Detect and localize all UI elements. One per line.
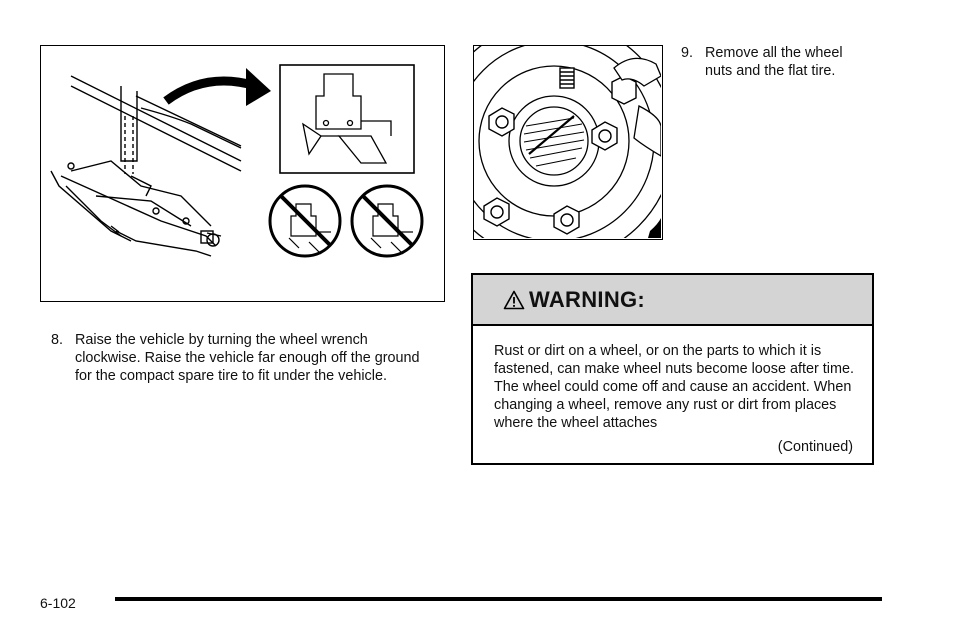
step-text: Remove all the wheel nuts and the flat tire. <box>705 45 843 79</box>
wheel-hub-drawing <box>474 46 661 238</box>
wheel-hub-illustration <box>473 45 663 240</box>
page-number: 6-102 <box>40 595 76 611</box>
warning-triangle-icon <box>503 290 525 310</box>
step-number: 9. <box>681 45 694 61</box>
jack-drawing <box>41 46 443 300</box>
footer-rule <box>115 597 882 601</box>
step-9 <box>681 44 881 84</box>
step-8 <box>51 331 431 406</box>
step-number: 8. <box>51 332 64 348</box>
step-text: Raise the vehicle by turning the wheel wrench clockwise. Raise the vehicle far enough off the ground for the compact spare tire to fit under the vehicle. <box>75 332 420 384</box>
warning-header <box>473 275 872 326</box>
warning-title: WARNING: <box>529 287 646 312</box>
warning-box <box>471 273 874 465</box>
warning-text: Rust or dirt on a wheel, or on the parts to which it is fastened, can make wheel nuts become loose after time. The wheel could come off and cause an accident. When changing a wheel, remove any rust or dirt from places where the wheel attaches <box>494 343 854 431</box>
jack-illustration <box>40 45 445 302</box>
continued-label: (Continued) <box>777 439 853 455</box>
